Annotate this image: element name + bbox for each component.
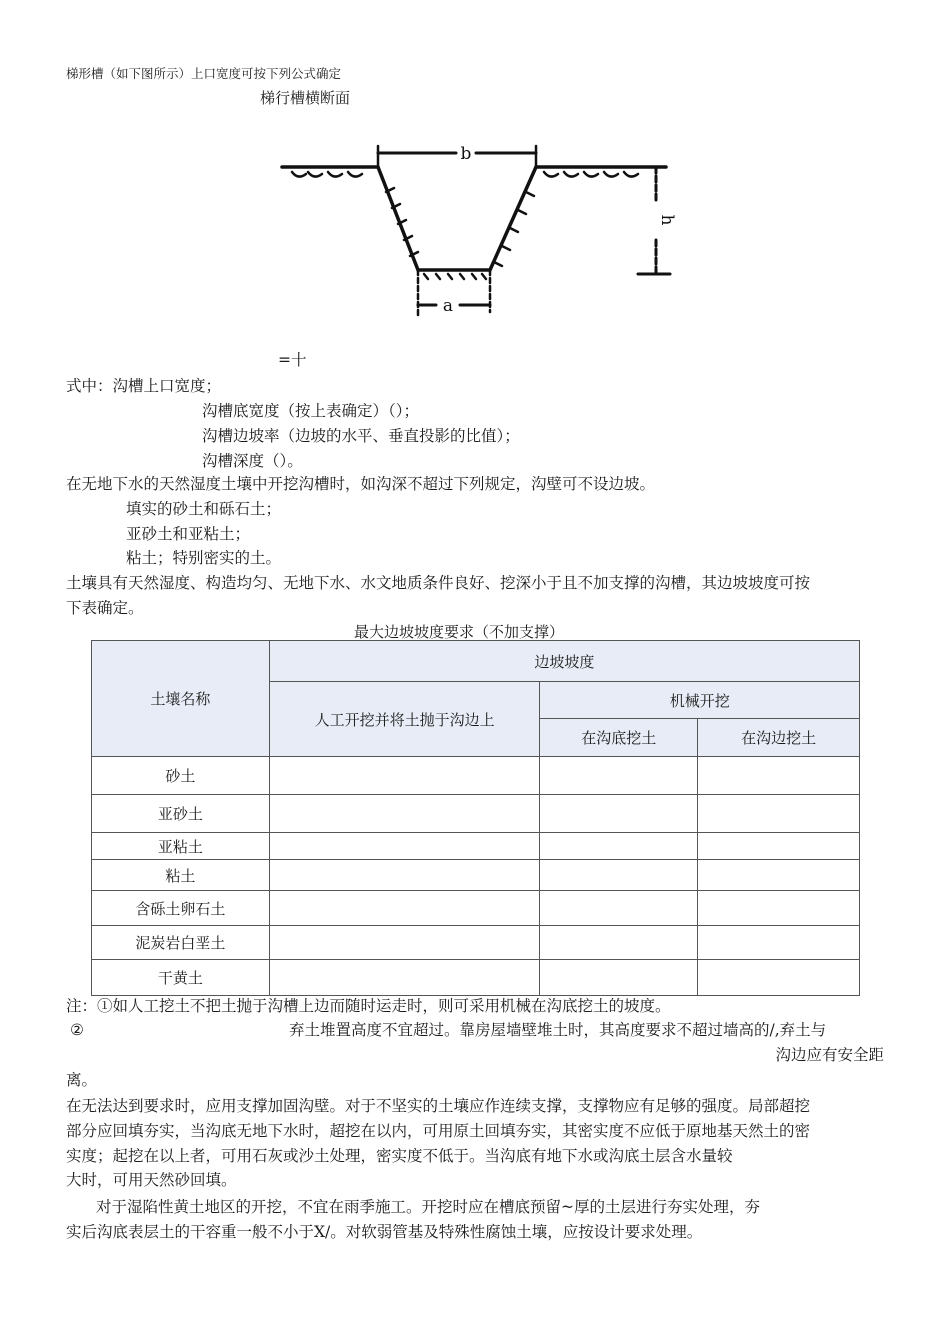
soil-name-cell: 亚砂土 bbox=[92, 795, 270, 833]
soil-name-cell: 亚粘土 bbox=[92, 833, 270, 860]
definition-item: 沟槽深度（）。 bbox=[202, 452, 303, 470]
table-row bbox=[92, 757, 860, 795]
table-row bbox=[92, 833, 860, 860]
soil-hatching bbox=[292, 172, 638, 279]
intro-line: 梯形槽（如下图所示）上口宽度可按下列公式确定 bbox=[66, 66, 342, 81]
definition-lead: 式中：沟槽上口宽度； bbox=[66, 377, 222, 395]
no-slope-item: 填实的砂土和砾石土； bbox=[126, 500, 282, 518]
header-slope: 边坡坡度 bbox=[269, 641, 859, 682]
loess-paragraph-line: 对于湿陷性黄土地区的开挖，不宜在雨季施工。开挖时应在槽底预留~厚的土层进行夯实处理，夯 bbox=[96, 1198, 760, 1216]
table-caption: 最大边坡坡度要求（不加支撑） bbox=[354, 623, 565, 641]
trench-cross-section-diagram bbox=[278, 140, 678, 325]
soil-name-cell: 粘土 bbox=[92, 860, 270, 891]
soil-name-cell: 干黄土 bbox=[92, 960, 270, 996]
definition-item: 沟槽边坡率（边坡的水平、垂直投影的比值）； bbox=[202, 427, 520, 445]
table-row bbox=[92, 860, 860, 891]
support-paragraph-line: 大时，可用天然砂回填。 bbox=[66, 1171, 237, 1189]
soil-name-cell: 砂土 bbox=[92, 757, 270, 795]
table-row bbox=[92, 891, 860, 926]
support-paragraph-line: 实度；起挖在以上者，可用石灰或沙土处理，密实度不低于。当沟底有地下水或沟底土层含水量较 bbox=[66, 1147, 733, 1165]
table-row bbox=[92, 926, 860, 960]
header-manual: 人工开挖并将土抛于沟边上 bbox=[269, 682, 540, 757]
soil-name-cell: 含砾土卵石土 bbox=[92, 891, 270, 926]
note-2-text-end: 离。 bbox=[66, 1071, 98, 1089]
header-soil-name: 土壤名称 bbox=[92, 641, 270, 757]
note-2-text: 弃土堆置高度不宜超过。靠房屋墙壁堆土时，其高度要求不超过墙高的/,弃土与 bbox=[289, 1021, 827, 1039]
table-row bbox=[92, 960, 860, 996]
label-a: a bbox=[442, 296, 454, 316]
trench-outline bbox=[378, 167, 536, 270]
diagram-title: 梯行槽横断面 bbox=[260, 89, 351, 107]
header-machine: 机械开挖 bbox=[540, 682, 860, 719]
support-paragraph-line: 部分应回填夯实，当沟底无地下水时，超挖在以内，可用原土回填夯实，其密实度不应低于原地基天然土的密 bbox=[66, 1122, 811, 1140]
slope-paragraph-line: 土壤具有天然湿度、构造均匀、无地下水、水文地质条件良好、挖深小于且不加支撑的沟槽，其边坡坡度可按 bbox=[66, 574, 811, 592]
soil-name-cell: 泥炭岩白垩土 bbox=[92, 926, 270, 960]
note-1: 注：①如人工挖土不把土抛于沟槽上边而随时运走时，则可采用机械在沟底挖土的坡度。 bbox=[66, 997, 671, 1015]
label-b: b bbox=[460, 144, 472, 164]
table-row bbox=[92, 795, 860, 833]
label-h: h bbox=[657, 214, 677, 226]
support-paragraph-line: 在无法达到要求时，应用支撑加固沟壁。对于不坚实的土壤应作连续支撑，支撑物应有足够的强度。局部超挖 bbox=[66, 1097, 811, 1115]
no-slope-lead: 在无地下水的天然湿度土壤中开挖沟槽时，如沟深不超过下列规定，沟壁可不设边坡。 bbox=[66, 475, 656, 493]
definition-item: 沟槽底宽度（按上表确定）（）； bbox=[202, 402, 420, 420]
loess-paragraph-line: 实后沟底表层土的干容重一般不小于X/。对软弱管基及特殊性腐蚀土壤，应按设计要求处理。 bbox=[66, 1223, 703, 1241]
slope-table bbox=[91, 640, 860, 996]
header-edge: 在沟边挖土 bbox=[698, 719, 860, 757]
header-bottom: 在沟底挖土 bbox=[540, 719, 698, 757]
note-2-mark: ② bbox=[70, 1021, 84, 1039]
slope-paragraph-line: 下表确定。 bbox=[66, 599, 144, 617]
formula: =十 bbox=[278, 351, 307, 369]
no-slope-item: 粘土；特别密实的土。 bbox=[126, 549, 282, 567]
no-slope-item: 亚砂土和亚粘土； bbox=[126, 525, 251, 543]
note-2-text-cont: 沟边应有安全距 bbox=[775, 1046, 884, 1064]
